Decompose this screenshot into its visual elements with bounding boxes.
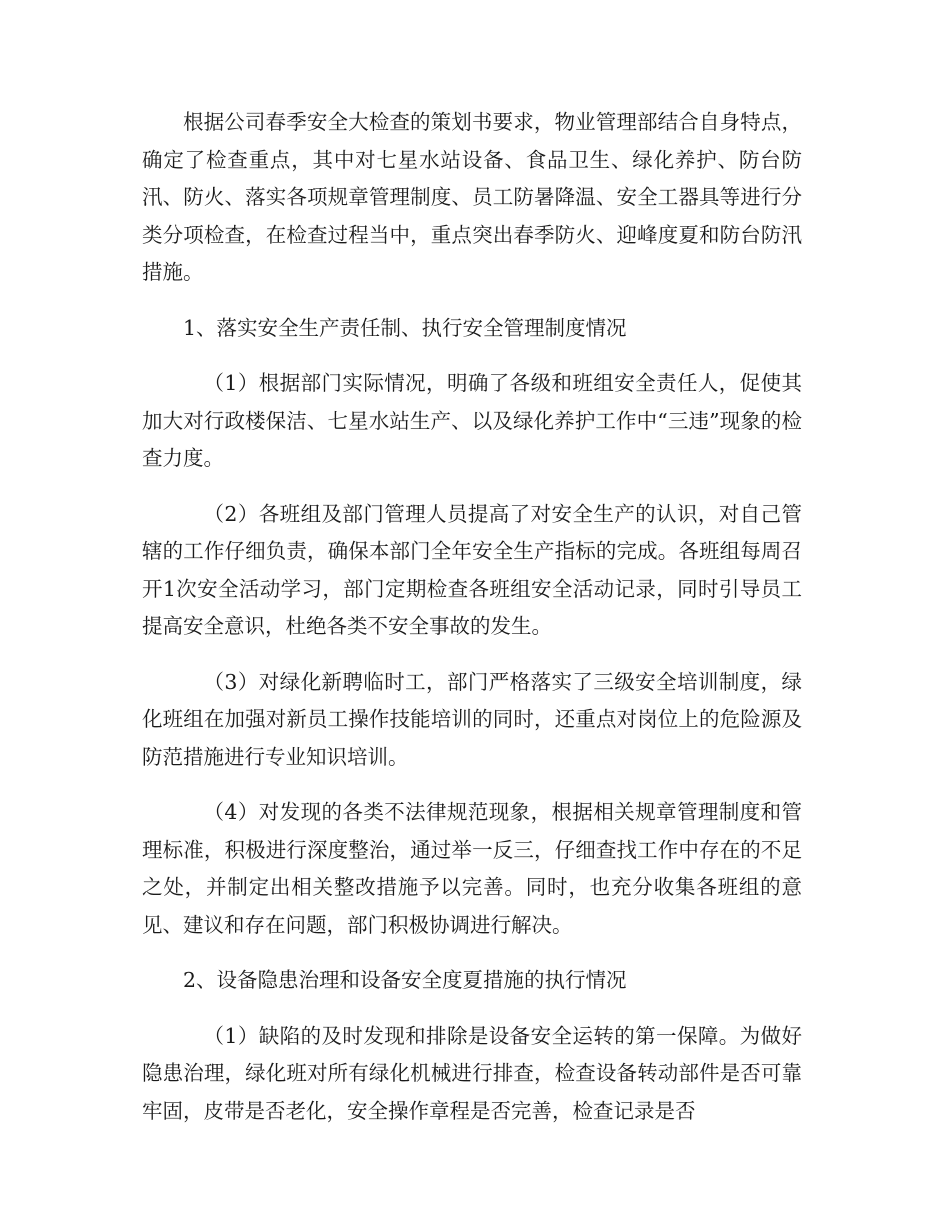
section-1-item-2: （2）各班组及部门管理人员提高了对安全生产的认识，对自己管辖的工作仔细负责，确保本部门全年安全生产指标的完成。各班组每周召开1次安全活动学习，部门定期检查各班组安全活动记录，同时引导员工提高安全意识，杜绝各类不安全事故的发生。 xyxy=(142,501,802,638)
intro-paragraph: 根据公司春季安全大检查的策划书要求，物业管理部结合自身特点，确定了检查重点，其中对七星水站设备、食品卫生、绿化养护、防台防汛、防火、落实各项规章管理制度、员工防暑降温、安全工器具等进行分类分项检查，在检查过程当中，重点突出春季防火、迎峰度夏和防台防汛措施。 xyxy=(142,110,802,284)
document-page xyxy=(142,104,802,1130)
section-1-item-1: （1）根据部门实际情况，明确了各级和班组安全责任人，促使其加大对行政楼保洁、七星水站生产、以及绿化养护工作中“三违”现象的检查力度。 xyxy=(142,371,802,470)
section-2-item-1: （1）缺陷的及时发现和排除是设备安全运转的第一保障。为做好隐患治理，绿化班对所有绿化机械进行排查，检查设备转动部件是否可靠牢固，皮带是否老化，安全操作章程是否完善，检查记录是否 xyxy=(142,1023,802,1123)
section-1-heading: 1、落实安全生产责任制、执行安全管理制度情况 xyxy=(183,315,627,340)
section-1-item-4: （4）对发现的各类不法律规范现象，根据相关规章管理制度和管理标准，积极进行深度整治，通过举一反三，仔细查找工作中存在的不足之处，并制定出相关整改措施予以完善。同时，也充分收集各班组的意见、建议和存在问题，部门积极协调进行解决。 xyxy=(142,800,802,937)
section-1-item-3: （3）对绿化新聘临时工，部门严格落实了三级安全培训制度，绿化班组在加强对新员工操作技能培训的同时，还重点对岗位上的危险源及防范措施进行专业知识培训。 xyxy=(142,669,802,769)
section-2-heading: 2、设备隐患治理和设备安全度夏措施的执行情况 xyxy=(183,968,627,992)
